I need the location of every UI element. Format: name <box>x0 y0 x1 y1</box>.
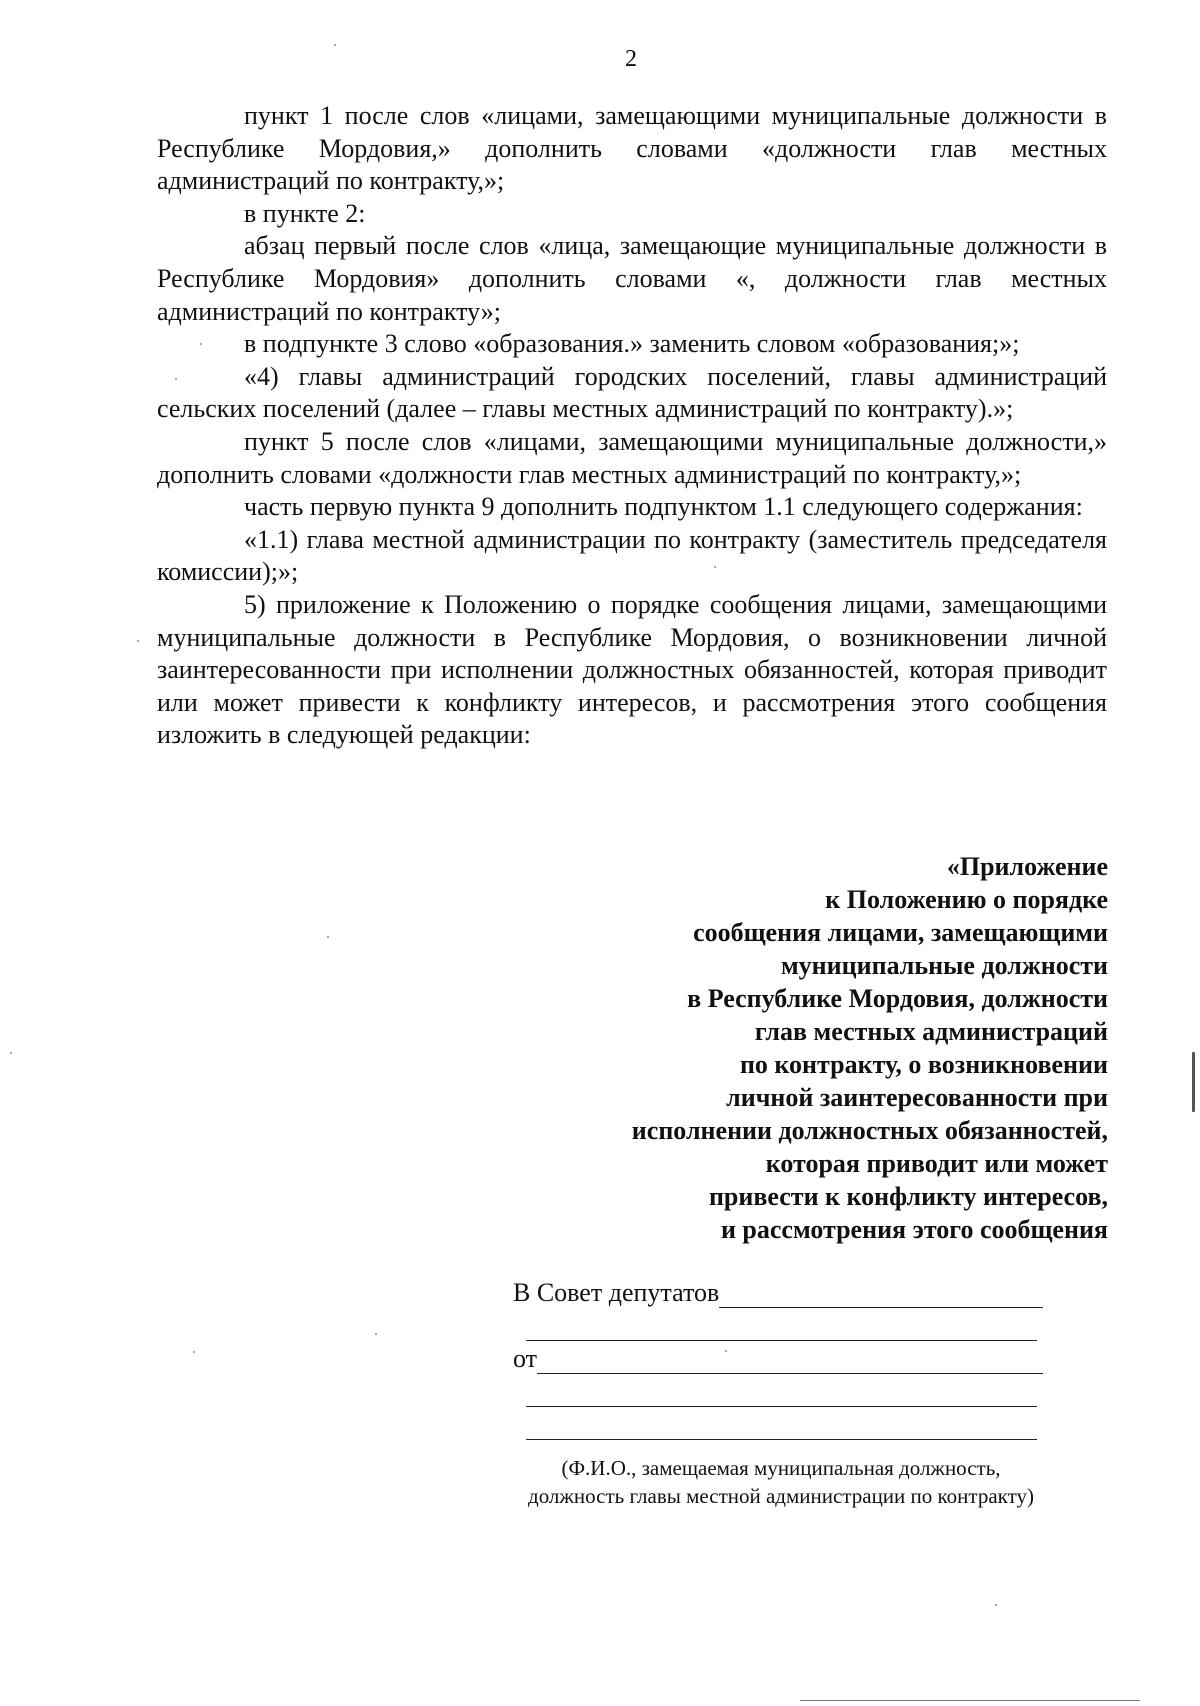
blank-line <box>526 1380 1037 1407</box>
blank-row <box>513 1407 1043 1440</box>
scan-speck <box>137 640 139 642</box>
paragraph: абзац первый после слов «лица, замещающие муниципальные должности в Республике Мордовия» дополнить словами «, должности глав местных администраций по контракту»; <box>157 231 1107 326</box>
paragraph: в подпункте 3 слово «образования.» заменить словом «образования;»; <box>244 329 1020 359</box>
scan-speck <box>10 1052 12 1054</box>
scan-edge <box>800 1700 1140 1701</box>
from-row <box>513 1341 1043 1374</box>
paragraph: «4) главы администраций городских поселений, главы администраций сельских поселений (далее – главы местных администраций по контракту).»; <box>157 361 1107 424</box>
scan-edge <box>1192 1052 1195 1112</box>
attachment-line: глав местных администраций <box>754 1017 1108 1046</box>
attachment-line: муниципальные должности <box>780 951 1108 980</box>
paragraph: «1.1) глава местной администрации по контракту (заместитель председателя комиссии);»; <box>157 524 1107 587</box>
scan-speck <box>334 44 336 46</box>
scan-speck <box>725 1350 727 1352</box>
attachment-line: которая приводит или может <box>765 1149 1108 1178</box>
attachment-line: в Республике Мордовия, должности <box>687 984 1108 1013</box>
scan-speck <box>193 1351 195 1353</box>
scan-speck <box>714 566 716 568</box>
attachment-line: к Положению о порядке <box>825 885 1108 914</box>
paragraph: 5) приложение к Положению о порядке сообщения лицами, замещающими муниципальные должности в Республике Мордовия, о возникновении личной заинтересованности при исполнении должностных обязанностей, которая приводит или может привести к конфликту интересов, и рассмотрения этого сообщения изложить в следующей редакции: <box>157 589 1107 750</box>
blank-line <box>526 1413 1037 1440</box>
blank-line <box>526 1314 1037 1341</box>
attachment-line: исполнении должностных обязанностей, <box>631 1116 1108 1145</box>
attachment-line: привести к конфликту интересов, <box>708 1182 1108 1211</box>
paragraph: в пункте 2: <box>244 198 366 228</box>
page-number: 2 <box>625 46 637 72</box>
blank-row <box>513 1308 1043 1341</box>
document-body <box>157 100 1107 752</box>
to-council-row <box>513 1275 1043 1308</box>
attachment-line: и рассмотрения этого сообщения <box>720 1215 1108 1244</box>
application-form-header <box>513 1275 1043 1510</box>
scan-speck <box>200 343 202 345</box>
scan-speck <box>175 378 177 380</box>
council-name-blank <box>719 1281 1043 1308</box>
attachment-line: «Приложение <box>946 852 1108 881</box>
attachment-line: по контракту, о возникновении <box>739 1050 1108 1079</box>
paragraph: пункт 5 после слов «лицами, замещающими муниципальные должности,» дополнить словами «должности глав местных администраций по контракту,»; <box>157 426 1107 489</box>
from-label: от <box>513 1344 538 1373</box>
scan-speck <box>375 1333 377 1335</box>
scan-speck <box>327 936 329 938</box>
caption-line: должность главы местной администрации по контракту) <box>528 1484 1034 1508</box>
form-caption <box>501 1454 1061 1510</box>
caption-line: (Ф.И.О., замещаемая муниципальная должность, <box>561 1456 1001 1480</box>
attachment-line: сообщения лицами, замещающими <box>693 918 1108 947</box>
to-council-label: В Совет депутатов <box>513 1278 720 1307</box>
paragraph: часть первую пункта 9 дополнить подпунктом 1.1 следующего содержания: <box>244 492 1083 522</box>
attachment-line: личной заинтересованности при <box>726 1083 1108 1112</box>
sender-blank <box>537 1347 1043 1374</box>
scan-speck <box>995 1604 997 1606</box>
blank-row <box>513 1374 1043 1407</box>
attachment-heading <box>548 850 1108 1246</box>
paragraph: пункт 1 после слов «лицами, замещающими муниципальные должности в Республике Мордовия,» дополнить словами «должности глав местных администраций по контракту,»; <box>157 101 1107 196</box>
